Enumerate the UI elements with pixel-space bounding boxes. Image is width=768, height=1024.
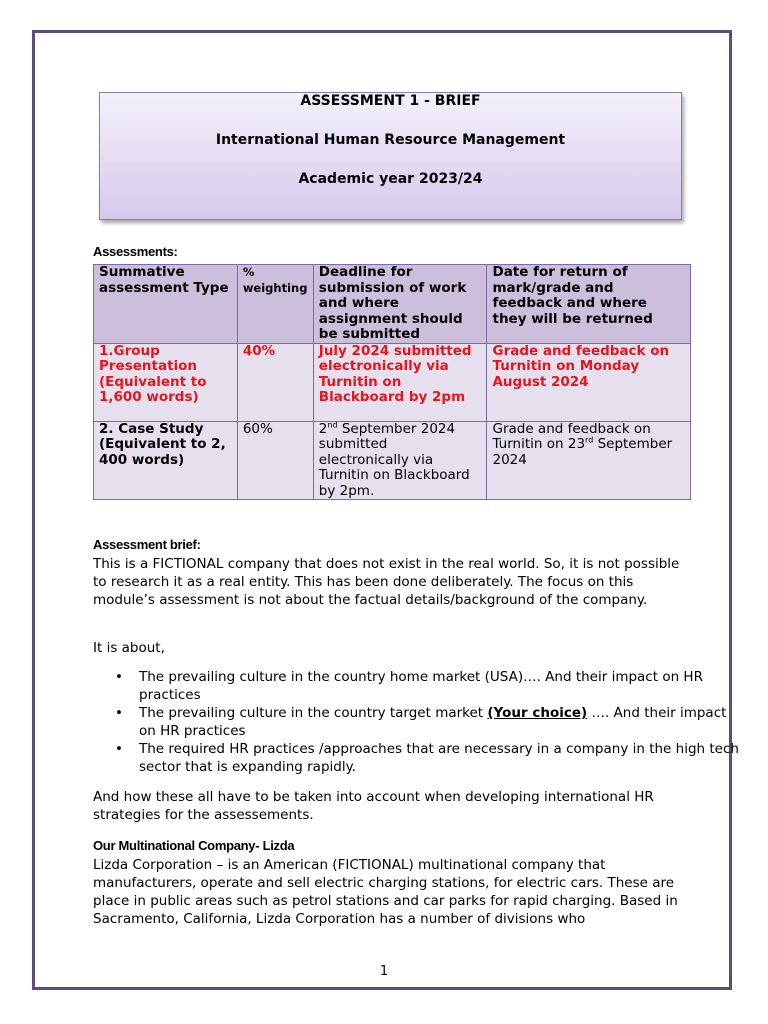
brief-paragraph-1: This is a FICTIONAL company that does not exist in the real world. So, it is not possible to research it as a real entity. This has been done deliberately. The focus on this module’s assessment is not about the factual details/background of the company. xyxy=(93,556,680,608)
list-item xyxy=(115,668,739,704)
bullet-3-text: The required HR practices /approaches that are necessary in a company in the high tech sector that is expanding rapidly. xyxy=(139,741,739,775)
module-title: International Human Resource Management xyxy=(215,132,566,148)
table-row xyxy=(94,421,691,500)
row2-weight: 60% xyxy=(237,421,313,500)
table-row xyxy=(94,343,691,421)
assessment-table xyxy=(93,264,691,500)
bullet-2-text-end: …. And their impact on HR practices xyxy=(139,705,727,739)
row2-deadline-suffix: nd xyxy=(327,420,338,429)
row2-return-pre: Grade and feedback on Turnitin on 23 xyxy=(492,420,651,452)
bullet-icon: • xyxy=(115,669,123,685)
row1-type: 1.Group Presentation (Equivalent to 1,600 words) xyxy=(94,343,238,421)
row1-deadline: July 2024 submitted electronically via Turnitin on Blackboard by 2pm xyxy=(313,343,487,421)
bullet-1-text: The prevailing culture in the country home market (USA)…. And their impact on HR practices xyxy=(139,669,703,703)
header-type: Summative assessment Type xyxy=(94,265,238,344)
list-item xyxy=(115,740,739,776)
bullet-2-text: The prevailing culture in the country target market xyxy=(139,705,488,721)
row2-return xyxy=(487,421,691,500)
company-paragraph: Lizda Corporation – is an American (FICTIONAL) multinational company that manufacturers, operate and sell electric charging stations, for electric cars. These are place in public areas such as petrol stations and car parks for rapid charging. Based in Sacramento, California, Lizda Corporation has a number of divisions who xyxy=(93,857,678,927)
bullet-icon: • xyxy=(115,705,123,721)
header-deadline: Deadline for submission of work and where assignment should be submitted xyxy=(313,265,487,344)
company-heading: Our Multinational Company- Lizda xyxy=(93,838,295,853)
table-header-row xyxy=(94,265,691,344)
brief-paragraph-2: It is about, xyxy=(93,640,165,656)
header-weighting: % weighting xyxy=(237,265,313,344)
list-item xyxy=(115,704,739,740)
assessments-label: Assessments: xyxy=(93,244,178,259)
row2-return-suffix: rd xyxy=(585,435,594,445)
row2-type: 2. Case Study (Equivalent to 2, 400 words) xyxy=(94,421,238,500)
brief-paragraph-3: And how these all have to be taken into account when developing international HR strategies for the assessements. xyxy=(93,789,654,823)
row1-return: Grade and feedback on Turnitin on Monday August 2024 xyxy=(487,343,691,421)
row2-return-rest: September 2024 xyxy=(492,436,673,468)
your-choice-emphasis: (Your choice) xyxy=(487,705,588,721)
assessment-brief-heading: Assessment brief: xyxy=(93,537,201,552)
brief-bullet-list xyxy=(93,668,739,776)
row2-deadline xyxy=(313,421,487,500)
bullet-icon: • xyxy=(115,741,123,757)
header-return: Date for return of mark/grade and feedback and where they will be returned xyxy=(487,265,691,344)
assessment-title: ASSESSMENT 1 - BRIEF xyxy=(300,93,481,109)
academic-year: Academic year 2023/24 xyxy=(298,171,483,187)
row1-weight: 40% xyxy=(237,343,313,421)
title-box xyxy=(99,92,682,220)
row2-deadline-day: 2 xyxy=(318,420,328,437)
row2-deadline-rest: September 2024 submitted electronically via Turnitin on Blackboard by 2pm. xyxy=(318,420,470,499)
page-number: 1 xyxy=(379,964,389,979)
